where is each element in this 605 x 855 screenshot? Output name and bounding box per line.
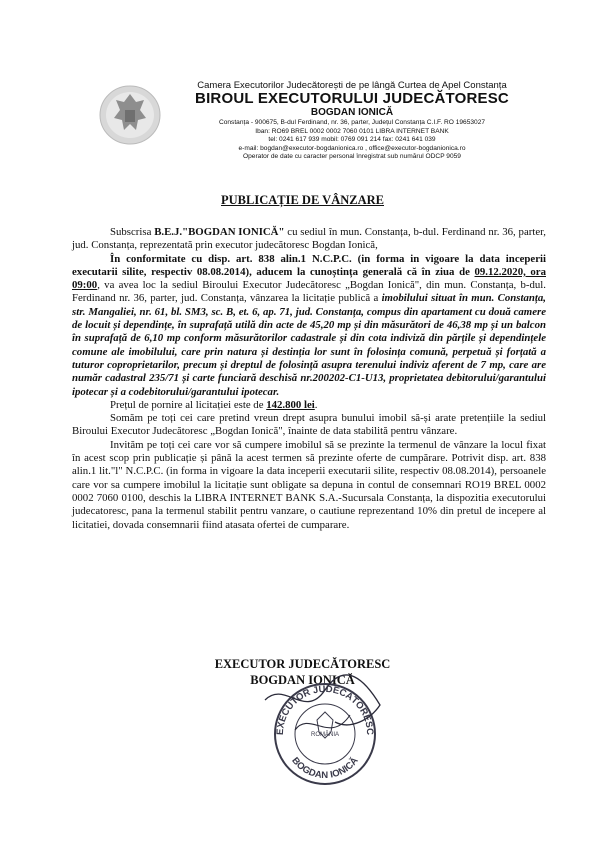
legal-basis-bold: În conformitate cu disp. art. 838 alin.1 N.C.P.C. (in forma in vigoare la data inceperii executarii silite, respectiv 08.08.2014), aducem la cunoștința generală că în ziua de <box>72 252 546 278</box>
text-run: . <box>314 398 318 411</box>
text-run: Prețul de pornire al licitației este de <box>110 398 267 411</box>
text-run: cu sediul în mun. Constanța, b-dul. Ferdinand nr. 36, parter, jud. Constanța, reprezentată prin executor judecătoresc Bogdan Ionică, <box>72 226 547 252</box>
stamp-inner-text: ROMÂNIA <box>310 732 340 738</box>
paragraph-announcement <box>72 253 546 399</box>
office-owner-name: BOGDAN IONICĂ <box>310 107 394 118</box>
paragraph-claims: Somăm pe toți cei care pretind vreun drept asupra bunului imobil să-și arate pretențiile la sediul Biroului Executor Judecătoresc „Bogdan Ionică", înainte de data stabilită pentru vânzare. <box>72 412 546 438</box>
data-operator-note: Operator de date cu caracter personal înregistrat sub numărul ODCP 9059 <box>243 153 461 161</box>
letterhead <box>0 0 605 161</box>
office-iban: Iban: RO69 BREL 0002 0002 7060 0101 LIBRA INTERNET BANK <box>255 127 449 135</box>
office-name-bold: B.E.J."BOGDAN IONICĂ" <box>154 226 285 238</box>
signature-name: BOGDAN IONICĂ <box>250 673 355 687</box>
office-address: Constanța - 900675, B-dul Ferdinand, nr. 36, parter, Județul Constanța C.I.F. RO 19653027 <box>218 119 486 126</box>
text-run: , va avea loc la sediul Biroului Executor Judecătoresc „Bogdan Ionică", din mun. Constanța, b-dul. Ferdinand nr. 36, parter, jud. Constanța, vânzarea la licitație publică a <box>72 279 546 305</box>
office-title: BIROUL EXECUTORULUI JUDECĂTORESC <box>195 90 509 107</box>
paragraph-price <box>72 399 546 412</box>
signature-title: EXECUTOR JUDECĂTORESC <box>214 657 391 671</box>
auction-date: 09.12.2020, ora 09:00 <box>72 265 546 292</box>
paragraph-intro <box>72 226 546 253</box>
paragraph-bidders: Invităm pe toți cei care vor să cumpere imobilul să se prezinte la termenul de vânzare la locul fixat în acest scop prin publicație și până la acest termen să prezinte oferte de cumpărare. Potrivit disp. art. 838 alin.1 lit."l" N.C.P.C. (in forma in vigoare la data inceperii executarii silite, respectiv 08.08.2014), persoanele care vor sa cumpere imobilul la licitație sunt obligate sa depuna in contul de consemnari RO19 BREL 0002 0002 7060 0100, deschis la LIBRA INTERNET BANK S.A.-Sucursala Constanța, la dispozitia executorului judecatoresc, pana la termenul stabilit pentru vanzare, o cautiune reprezentand 10% din pretul de incepere al licitatiei, dovada consemnarii fiind atasata ofertei de cumparare. <box>72 438 546 531</box>
starting-price: 142.800 lei <box>266 398 315 411</box>
handwritten-signature <box>255 660 395 770</box>
stamp-outer-text: EXECUTOR JUDECĂTORESC <box>274 683 376 736</box>
office-emails: e-mail: bogdan@executor-bogdanionica.ro , office@executor-bogdanionica.ro <box>238 144 466 152</box>
document-title: PUBLICAȚIE DE VÂNZARE <box>221 193 384 207</box>
property-description: imobilului situat în mun. Constanța, str. Mangaliei, nr. 61, bl. SM3, sc. B, et. 6, ap. 71, jud. Constanța, compus din apartament cu două camere de locuit și dependințe, în suprafață utilă din acte de 45,20 mp și din măsurători de 46,38 mp și un balcon în suprafață de 6,10 mp conform măsurătorilor cadastrale și din cota indiviză din părțile și dependințele comune ale imobilului, care prin natura și destinția lor sunt în folosința comună, perpetuă și forțată a tuturor coproprietarilor, precum și dreptul de folosință asupra terenului indiviz aferent de 7 mp, care are număr cadastral 235/71 și carte funciară deschisă nr.200202-C1-U13, proprietatea debitorului/garantului ipotecar și a codebitorului/garantului ipotecar. <box>72 292 546 398</box>
office-phones: tel: 0241 617 939 mobil: 0769 091 214 fax: 0241 641 039 <box>268 136 436 144</box>
chamber-name: Camera Executorilor Judecătorești de pe lângă Curtea de Apel Constanța <box>197 80 507 91</box>
stamp-bottom-text: BOGDAN IONICĂ <box>289 755 361 782</box>
text-run: Subscrisa <box>110 226 155 238</box>
document-body <box>72 226 546 532</box>
coat-of-arms-emblem <box>98 84 162 146</box>
